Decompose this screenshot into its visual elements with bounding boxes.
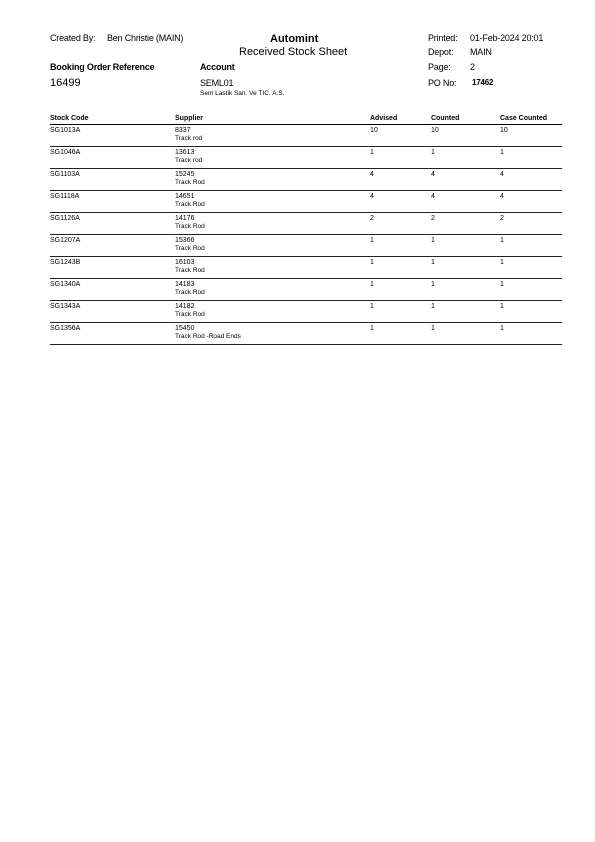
supplier-code-cell: 13613 bbox=[175, 149, 195, 156]
table-row bbox=[0, 191, 595, 213]
col-stock-code: Stock Code bbox=[50, 115, 89, 122]
description-cell: Track Rod bbox=[175, 179, 205, 186]
table-row bbox=[0, 323, 595, 345]
advised-cell: 1 bbox=[370, 281, 374, 288]
po-value: 17462 bbox=[472, 78, 494, 87]
table-row bbox=[0, 125, 595, 147]
advised-cell: 1 bbox=[370, 303, 374, 310]
stock-code-cell: SG1118A bbox=[50, 193, 80, 200]
advised-cell: 1 bbox=[370, 259, 374, 266]
advised-cell: 1 bbox=[370, 149, 374, 156]
table-row bbox=[0, 213, 595, 235]
printed-label: Printed: bbox=[428, 33, 458, 43]
case-counted-cell: 4 bbox=[500, 193, 504, 200]
depot-label: Depot: bbox=[428, 47, 454, 57]
page-label: Page: bbox=[428, 62, 451, 72]
stock-code-cell: SG1013A bbox=[50, 127, 81, 134]
booking-value: 16499 bbox=[50, 77, 81, 89]
advised-cell: 1 bbox=[370, 237, 374, 244]
description-cell: Track rod bbox=[175, 157, 203, 164]
counted-cell: 1 bbox=[431, 259, 435, 266]
stock-code-cell: SG1356A bbox=[50, 325, 81, 332]
page-value: 2 bbox=[470, 62, 475, 72]
description-cell: Track Rod bbox=[175, 289, 205, 296]
counted-cell: 1 bbox=[431, 237, 435, 244]
stock-code-cell: SG1103A bbox=[50, 171, 80, 178]
table-row bbox=[0, 279, 595, 301]
description-cell: Track Rod bbox=[175, 245, 205, 252]
supplier-code-cell: 14183 bbox=[175, 281, 195, 288]
case-counted-cell: 1 bbox=[500, 325, 504, 332]
po-label: PO No: bbox=[428, 78, 457, 88]
table-row bbox=[0, 235, 595, 257]
stock-code-cell: SG1126A bbox=[50, 215, 80, 222]
booking-label: Booking Order Reference bbox=[50, 62, 155, 72]
case-counted-cell: 4 bbox=[500, 171, 504, 178]
case-counted-cell: 10 bbox=[500, 127, 508, 134]
row-divider bbox=[50, 344, 562, 345]
table-row bbox=[0, 257, 595, 279]
advised-cell: 4 bbox=[370, 193, 374, 200]
stock-code-cell: SG1243B bbox=[50, 259, 81, 266]
table-row bbox=[0, 169, 595, 191]
counted-cell: 2 bbox=[431, 215, 435, 222]
supplier-code-cell: 15366 bbox=[175, 237, 195, 244]
counted-cell: 4 bbox=[431, 171, 435, 178]
counted-cell: 10 bbox=[431, 127, 439, 134]
case-counted-cell: 1 bbox=[500, 303, 504, 310]
supplier-code-cell: 14176 bbox=[175, 215, 195, 222]
supplier-code-cell: 15450 bbox=[175, 325, 195, 332]
company-name: Automint bbox=[270, 33, 319, 45]
description-cell: Track Rod bbox=[175, 311, 205, 318]
description-cell: Track Rod -Road Ends bbox=[175, 333, 241, 340]
description-cell: Track rod bbox=[175, 135, 203, 142]
sheet-title: Received Stock Sheet bbox=[239, 46, 348, 58]
stock-code-cell: SG1207A bbox=[50, 237, 81, 244]
description-cell: Track Rod bbox=[175, 267, 205, 274]
counted-cell: 1 bbox=[431, 149, 435, 156]
table-row bbox=[0, 147, 595, 169]
supplier-code-cell: 8337 bbox=[175, 127, 191, 134]
advised-cell: 4 bbox=[370, 171, 374, 178]
account-code: SEML01 bbox=[200, 78, 234, 88]
table-row bbox=[0, 301, 595, 323]
stock-code-cell: SG1046A bbox=[50, 149, 81, 156]
advised-cell: 10 bbox=[370, 127, 378, 134]
case-counted-cell: 2 bbox=[500, 215, 504, 222]
case-counted-cell: 1 bbox=[500, 149, 504, 156]
case-counted-cell: 1 bbox=[500, 237, 504, 244]
stock-code-cell: SG1340A bbox=[50, 281, 81, 288]
col-supplier: Supplier bbox=[175, 115, 204, 122]
advised-cell: 2 bbox=[370, 215, 374, 222]
supplier-code-cell: 16103 bbox=[175, 259, 195, 266]
counted-cell: 1 bbox=[431, 325, 435, 332]
supplier-code-cell: 14651 bbox=[175, 193, 195, 200]
description-cell: Track Rod bbox=[175, 223, 205, 230]
description-cell: Track Rod bbox=[175, 201, 205, 208]
col-counted: Counted bbox=[431, 115, 460, 122]
account-name: Sem Lastik San. Ve TIC. A.S. bbox=[200, 90, 285, 97]
col-case-counted: Case Counted bbox=[500, 115, 548, 122]
created-by-label: Created By: bbox=[50, 33, 96, 43]
created-by-value: Ben Christie (MAIN) bbox=[107, 33, 184, 43]
counted-cell: 1 bbox=[431, 303, 435, 310]
counted-cell: 4 bbox=[431, 193, 435, 200]
printed-value: 01-Feb-2024 20:01 bbox=[470, 33, 544, 43]
case-counted-cell: 1 bbox=[500, 259, 504, 266]
stock-code-cell: SG1343A bbox=[50, 303, 81, 310]
advised-cell: 1 bbox=[370, 325, 374, 332]
counted-cell: 1 bbox=[431, 281, 435, 288]
supplier-code-cell: 14182 bbox=[175, 303, 195, 310]
account-label: Account bbox=[200, 62, 235, 72]
col-advised: Advised bbox=[370, 115, 398, 122]
depot-value: MAIN bbox=[470, 47, 492, 57]
supplier-code-cell: 15245 bbox=[175, 171, 195, 178]
case-counted-cell: 1 bbox=[500, 281, 504, 288]
